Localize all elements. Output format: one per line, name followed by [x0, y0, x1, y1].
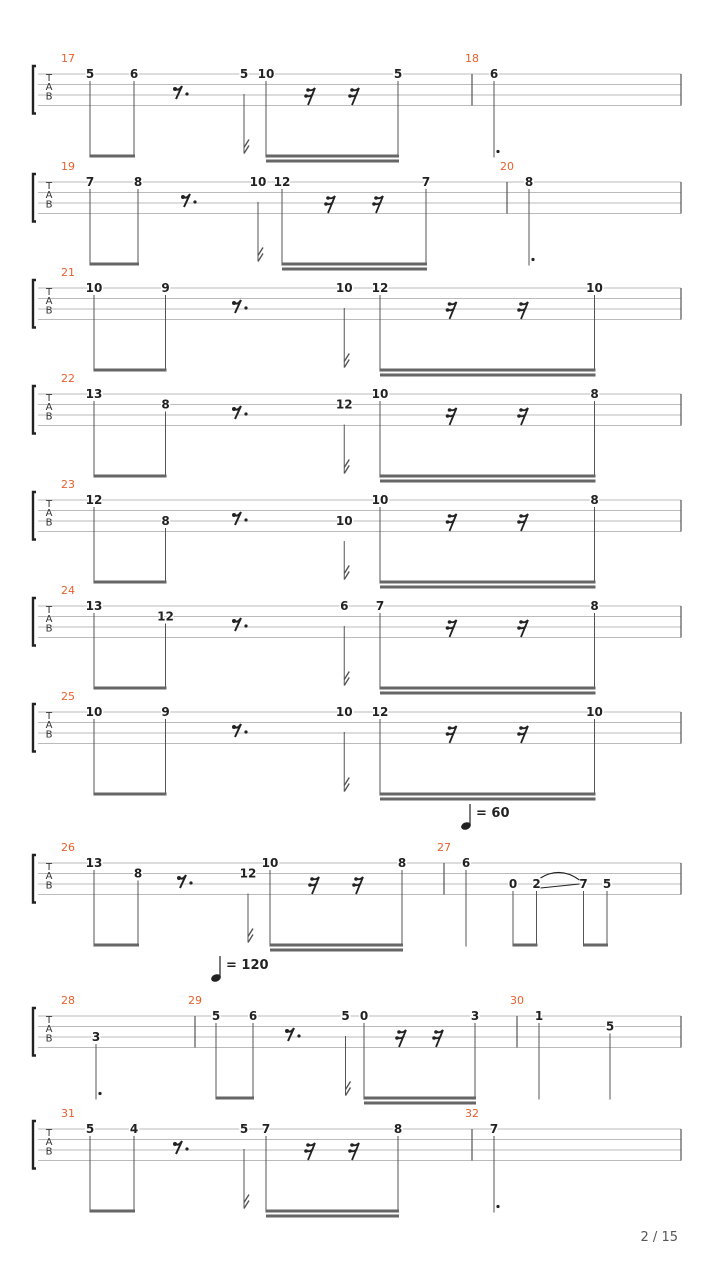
rest-head — [310, 877, 314, 881]
beam — [380, 581, 596, 584]
rest-head — [350, 1143, 354, 1147]
measure-number: 18 — [465, 52, 479, 65]
system-bracket — [33, 66, 36, 114]
tab-system — [33, 1107, 681, 1218]
measure-number: 24 — [61, 584, 75, 597]
fret-number: 10 — [85, 705, 103, 719]
rest-dot — [244, 306, 247, 309]
tab-clef-letter: A — [45, 296, 53, 308]
rest-head — [352, 883, 356, 887]
measure-number: 20 — [500, 160, 514, 173]
rest-head — [372, 202, 376, 206]
tab-clef-letter: A — [45, 614, 53, 626]
fret-number: 8 — [161, 514, 170, 528]
tab-system — [33, 584, 681, 695]
tab-system — [33, 841, 681, 952]
rest-head — [519, 302, 523, 306]
tab-clef-letter: A — [45, 720, 53, 732]
fret-number: 5 — [341, 1009, 350, 1023]
rest-head — [448, 408, 452, 412]
tab-system — [33, 478, 681, 589]
note-flag — [344, 354, 349, 368]
fret-number: 10 — [335, 281, 353, 295]
beam — [282, 263, 427, 266]
beam — [380, 480, 596, 483]
beam — [380, 586, 596, 589]
rest-dot — [185, 92, 188, 95]
beam — [380, 475, 596, 478]
tab-clef-letter: A — [45, 508, 53, 520]
rest-dot-head — [285, 1029, 289, 1033]
fret-number: 6 — [248, 1009, 258, 1023]
beam — [90, 155, 135, 158]
fret-number: 10 — [371, 387, 389, 401]
rest-head — [448, 514, 452, 518]
tab-clef-letter: B — [45, 880, 53, 892]
tab-system — [33, 160, 681, 271]
beam — [270, 949, 403, 952]
tab-clef-letter: T — [45, 711, 53, 722]
measure-number: 32 — [465, 1107, 479, 1120]
rest-dot — [297, 1034, 300, 1037]
fret-number: 8 — [590, 493, 599, 507]
beam — [270, 944, 403, 947]
note-flag — [258, 248, 263, 262]
slide-slur — [541, 872, 580, 888]
beam — [94, 475, 167, 478]
measure-number: 17 — [61, 52, 75, 65]
beam — [90, 263, 139, 266]
measure-number: 30 — [510, 994, 524, 1007]
rest-head — [519, 726, 523, 730]
fret-number: 7 — [261, 1122, 271, 1136]
rest-dot — [244, 730, 247, 733]
rest-head — [350, 88, 354, 92]
system-bracket — [33, 1008, 36, 1056]
rest-head — [397, 1030, 401, 1034]
tab-clef-letter: B — [45, 1146, 53, 1158]
fret-number: 3 — [91, 1030, 101, 1044]
rest-head — [519, 620, 523, 624]
fret-number: 8 — [161, 397, 170, 412]
tab-system — [33, 52, 681, 163]
measure-number: 29 — [188, 994, 202, 1007]
tab-clef-letter: A — [45, 82, 53, 94]
fret-number: 2 — [532, 877, 541, 891]
duration-dot — [496, 1205, 499, 1208]
fret-number: 10 — [371, 493, 389, 507]
system-bracket — [33, 280, 36, 328]
fret-number: 12 — [273, 175, 291, 189]
fret-number: 12 — [335, 397, 353, 412]
rest-dot — [244, 518, 247, 521]
rest-head — [446, 626, 450, 630]
system-bracket — [33, 386, 36, 434]
rest-head — [446, 732, 450, 736]
fret-number: 12 — [85, 493, 103, 507]
fret-number: 8 — [393, 1122, 403, 1136]
tab-clef-letter: T — [45, 1128, 53, 1139]
rest-dot-head — [173, 87, 177, 91]
rest-head — [395, 1036, 399, 1040]
rest-head — [519, 408, 523, 412]
beam — [94, 581, 167, 584]
fret-number: 8 — [133, 175, 143, 189]
beam — [266, 160, 399, 163]
rest-head — [348, 94, 352, 98]
fret-number: 6 — [489, 67, 499, 81]
tab-clef-letter: T — [45, 862, 53, 873]
rest-dot-head — [173, 1142, 177, 1146]
tempo-marking — [210, 956, 268, 983]
rest-dot-head — [181, 195, 185, 199]
duration-dot — [531, 258, 534, 261]
fret-number: 13 — [85, 856, 103, 870]
tab-clef-letter: B — [45, 1033, 53, 1045]
tab-clef-letter: B — [45, 91, 53, 103]
fret-number: 10 — [586, 281, 603, 295]
tab-clef-letter: A — [45, 871, 53, 883]
fret-number: 3 — [470, 1009, 480, 1023]
measure-number: 31 — [61, 1107, 75, 1120]
rest-head — [434, 1030, 438, 1034]
fret-number: 10 — [257, 67, 275, 81]
fret-number: 5 — [85, 1122, 95, 1136]
tab-clef-letter: T — [45, 73, 53, 84]
rest-head — [517, 626, 521, 630]
tab-system — [33, 994, 681, 1105]
beam — [380, 687, 596, 690]
fret-number: 5 — [605, 1019, 615, 1034]
beam — [266, 1215, 399, 1218]
rest-dot — [193, 200, 196, 203]
measure-number: 22 — [61, 372, 75, 385]
beam — [364, 1102, 476, 1105]
measure-number: 26 — [61, 841, 75, 854]
beam — [380, 692, 596, 695]
tempo-value: = 60 — [476, 806, 510, 821]
rest-head — [432, 1036, 436, 1040]
tempo-value: = 120 — [226, 958, 269, 973]
fret-number: 10 — [261, 856, 279, 870]
fret-number: 8 — [524, 175, 534, 189]
fret-number: 12 — [371, 281, 389, 295]
rest-head — [448, 620, 452, 624]
note-flag — [344, 566, 349, 580]
rest-dot-head — [232, 407, 236, 411]
measure-number: 19 — [61, 160, 75, 173]
measure-number: 25 — [61, 690, 75, 703]
fret-number: 7 — [421, 175, 431, 189]
note-flag — [244, 140, 249, 154]
beam — [364, 1097, 476, 1100]
system-bracket — [33, 598, 36, 646]
fret-number: 0 — [508, 877, 518, 891]
rest-head — [446, 414, 450, 418]
rest-head — [446, 308, 450, 312]
rest-head — [326, 196, 330, 200]
fret-number: 10 — [249, 175, 267, 189]
tab-clef-letter: T — [45, 393, 53, 404]
rest-head — [304, 94, 308, 98]
fret-number: 9 — [161, 281, 170, 295]
beam — [94, 369, 167, 372]
note-flag — [248, 929, 253, 943]
measure-number: 28 — [61, 994, 75, 1007]
rest-head — [446, 520, 450, 524]
fret-number: 13 — [85, 599, 103, 613]
beam — [282, 268, 427, 271]
fret-number: 8 — [590, 599, 599, 613]
rest-dot-head — [232, 301, 236, 305]
fret-number: 5 — [211, 1009, 221, 1023]
fret-number: 12 — [239, 866, 257, 881]
rest-dot — [244, 624, 247, 627]
rest-dot-head — [232, 513, 236, 517]
fret-number: 9 — [161, 705, 170, 719]
rest-head — [304, 1149, 308, 1153]
rest-head — [517, 414, 521, 418]
note-flag — [344, 460, 349, 474]
tab-system — [33, 372, 681, 483]
system-bracket — [33, 492, 36, 540]
rest-head — [354, 877, 358, 881]
tab-system — [33, 266, 681, 377]
rest-head — [517, 308, 521, 312]
fret-number: 5 — [239, 1122, 249, 1136]
fret-number: 7 — [579, 877, 588, 891]
rest-head — [448, 302, 452, 306]
rest-head — [517, 520, 521, 524]
fret-number: 6 — [340, 599, 349, 613]
beam — [380, 793, 596, 796]
fret-number: 10 — [335, 705, 353, 719]
fret-number: 1 — [534, 1009, 544, 1023]
fret-number: 6 — [461, 856, 471, 870]
tab-clef-letter: B — [45, 517, 53, 529]
tab-system — [33, 690, 681, 801]
rest-head — [308, 883, 312, 887]
rest-head — [448, 726, 452, 730]
beam — [584, 944, 609, 947]
fret-number: 10 — [586, 705, 603, 719]
beam — [94, 793, 167, 796]
tab-clef-letter: T — [45, 1015, 53, 1026]
rest-head — [519, 514, 523, 518]
beam — [380, 798, 596, 801]
rest-head — [306, 88, 310, 92]
beam — [266, 1210, 399, 1213]
beam — [266, 155, 399, 158]
tab-clef-letter: B — [45, 623, 53, 635]
rest-head — [324, 202, 328, 206]
rest-dot — [244, 412, 247, 415]
note-flag — [346, 1082, 351, 1096]
beam — [94, 687, 167, 690]
fret-number: 6 — [129, 67, 139, 81]
tab-clef-letter: A — [45, 190, 53, 202]
rest-dot-head — [232, 725, 236, 729]
fret-number: 13 — [85, 387, 103, 401]
beam — [513, 944, 538, 947]
fret-number: 8 — [133, 866, 143, 881]
fret-number: 7 — [375, 599, 385, 613]
note-flag — [244, 1195, 249, 1209]
tab-clef-letter: B — [45, 199, 53, 211]
rest-head — [374, 196, 378, 200]
fret-number: 8 — [590, 387, 599, 401]
tab-clef-letter: A — [45, 1137, 53, 1149]
system-bracket — [33, 1121, 36, 1169]
rest-dot-head — [177, 876, 181, 880]
fret-number: 12 — [371, 705, 389, 719]
tab-clef-letter: B — [45, 305, 53, 317]
rest-head — [348, 1149, 352, 1153]
tab-clef-letter: T — [45, 287, 53, 298]
measure-number: 21 — [61, 266, 75, 279]
fret-number: 0 — [359, 1009, 369, 1023]
rest-head — [306, 1143, 310, 1147]
tab-clef-letter: A — [45, 402, 53, 414]
beam — [90, 1210, 135, 1213]
fret-number: 4 — [129, 1122, 139, 1136]
tab-clef-letter: A — [45, 1024, 53, 1036]
beam — [380, 374, 596, 377]
system-bracket — [33, 704, 36, 752]
rest-dot — [185, 1147, 188, 1150]
system-bracket — [33, 855, 36, 903]
fret-number: 12 — [157, 609, 174, 624]
tab-clef-letter: B — [45, 411, 53, 423]
page-number: 2 / 15 — [640, 1230, 678, 1245]
beam — [216, 1097, 254, 1100]
rest-dot — [189, 881, 192, 884]
fret-number: 7 — [489, 1122, 499, 1136]
note-flag — [344, 778, 349, 792]
tab-clef-letter: T — [45, 181, 53, 192]
tab-clef-letter: B — [45, 729, 53, 741]
tab-clef-letter: T — [45, 605, 53, 616]
fret-number: 8 — [397, 856, 407, 870]
tab-clef-letter: T — [45, 499, 53, 510]
fret-number: 10 — [85, 281, 103, 295]
fret-number: 5 — [85, 67, 95, 81]
fret-number: 5 — [393, 67, 403, 81]
fret-number: 7 — [85, 175, 95, 189]
rest-head — [517, 732, 521, 736]
measure-number: 27 — [437, 841, 451, 854]
fret-number: 5 — [602, 877, 612, 891]
tempo-marking — [460, 804, 509, 831]
fret-number: 5 — [239, 67, 249, 81]
fret-number: 10 — [335, 514, 353, 528]
beam — [380, 369, 596, 372]
duration-dot — [496, 150, 499, 153]
rest-dot-head — [232, 619, 236, 623]
beam — [94, 944, 139, 947]
note-flag — [344, 672, 349, 686]
duration-dot — [98, 1092, 101, 1095]
measure-number: 23 — [61, 478, 75, 491]
system-bracket — [33, 174, 36, 222]
